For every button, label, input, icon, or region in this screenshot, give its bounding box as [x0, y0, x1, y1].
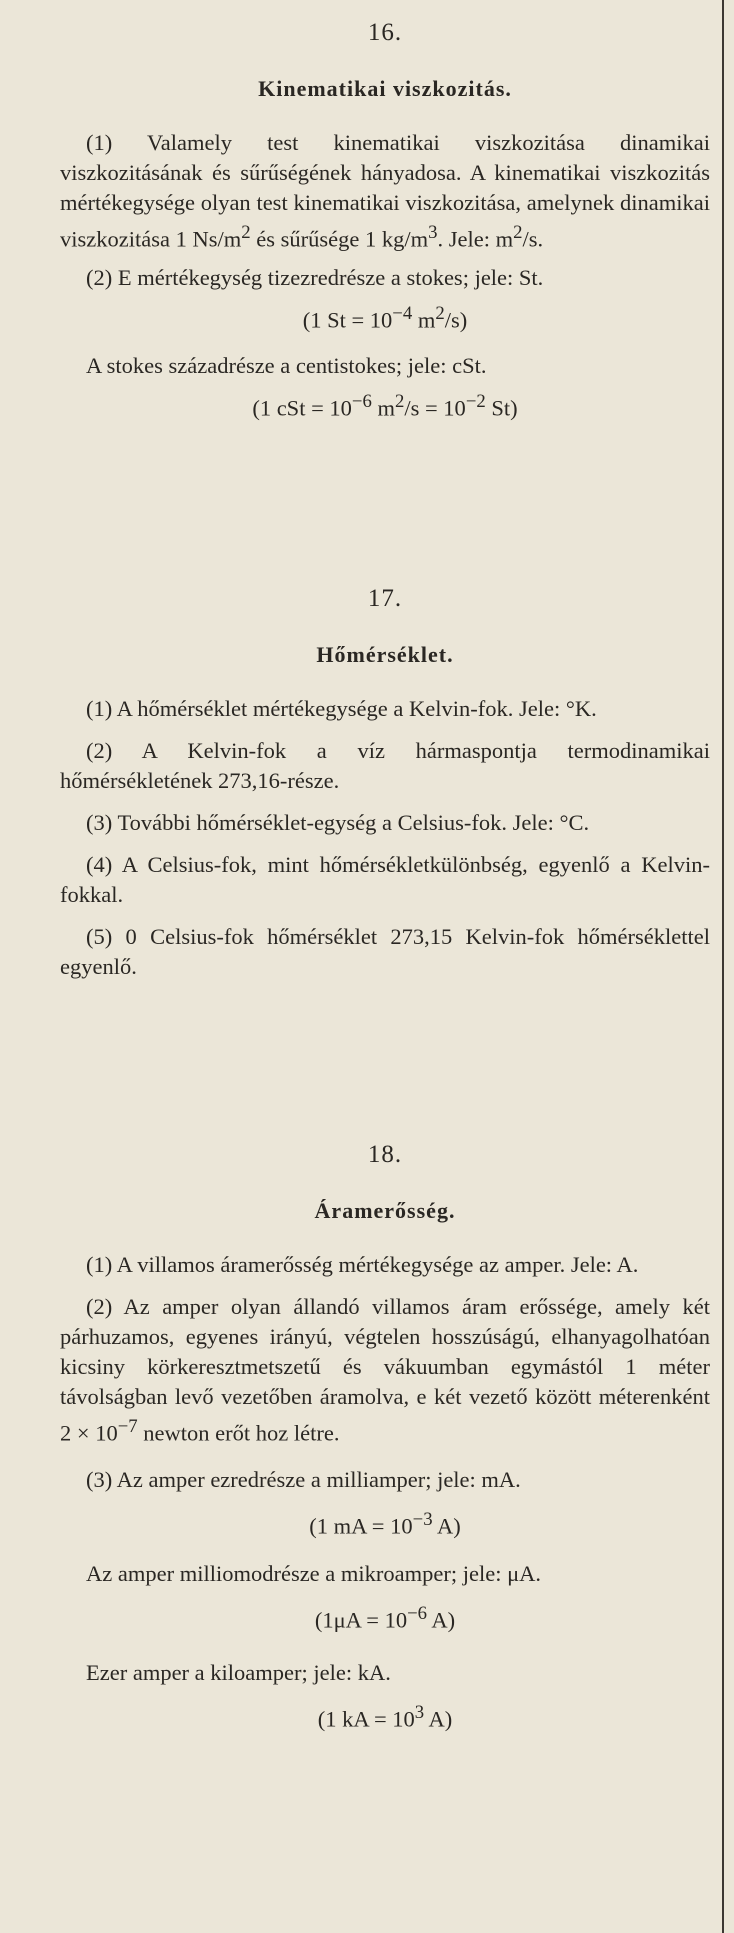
paragraph-2: (2) E mértékegység tizezredrésze a stokes; jele: St.: [86, 264, 544, 290]
formula-stokes: (1 $St = 10^{-4}$ $m^2/s$): [302, 302, 468, 332]
paragraph-1: (1) A hőmérséklet mértékegysége a Kelvin-fok. Jele: °K.: [86, 696, 597, 721]
section-title: Áramerősség.: [314, 1198, 456, 1223]
paragraph-3: (3) Az amper ezredrésze a milliamper; jele: mA.: [86, 1466, 521, 1492]
paragraph-3: A stokes századrésze a centistokes; jele: cSt.: [86, 353, 487, 378]
paragraph-5: (5) 0 Celsius-fok hőmérséklet 273,15 Kelvin-fok hőmérséklettel egyenlő.: [60, 924, 710, 979]
paragraph-4: (4) A Celsius-fok, mint hőmérsékletkülönbség, egyenlő a Kelvin-fokkal.: [60, 852, 710, 907]
section-title: Hőmérséklet.: [316, 642, 454, 667]
paragraph-5: Ezer amper a kiloamper; jele: kA.: [86, 1659, 391, 1685]
section-number: 18.: [367, 1141, 403, 1168]
formula-milliamper: (1 mA = $10^{-3}$ A): [309, 1508, 461, 1538]
formula-centistokes: (1 cSt = $10^{-6}$ $m^2/s = 10^{-2}$ St): [252, 391, 518, 421]
paragraph-1: (1) Valamely test kinematikai viszkozitása dinamikai viszkozitásának és sűrűségének hányadosa. A kinematikai viszkozitás mértékegysége olyan test kinematikai viszkozitása, amelynek dinamikai viszkozitása 1 $Ns/m^2$ és sűrűsége 1 $kg/m^3$. Jele: $m^2/s$.: [60, 130, 710, 252]
section-number: 16.: [367, 19, 403, 46]
section-number: 17.: [367, 585, 403, 612]
paragraph-4: Az amper milliomodrésze a mikroamper; jele: μA.: [86, 1561, 542, 1586]
formula-kiloamper: (1 kA = $10^3$ A): [317, 1701, 453, 1731]
section-18: [60, 1136, 710, 1734]
formula-mikroamper: ($1\mu A = 10^{-6}$ A): [314, 1603, 456, 1633]
paragraph-2: (2) A Kelvin-fok a víz hármaspontja termodinamikai hőmérsékletének 273,16-része.: [60, 738, 710, 793]
section-17: [60, 580, 710, 982]
section-16: [60, 14, 710, 424]
paragraph-1: (1) A villamos áramerősség mértékegysége az amper. Jele: A.: [86, 1252, 639, 1277]
paragraph-2: (2) Az amper olyan állandó villamos áram erőssége, amely két párhuzamos, egyenes irányú, végtelen hosszúságú, elhanyagolhatóan kicsiny körkeresztmetszetű és vákuumban egymástól 1 méter távolságban levő vezetőben áramolva, e két vezető között méterenként $2 \times 10^{-7}$ newton erőt hoz létre.: [60, 1294, 710, 1446]
paragraph-3: (3) További hőmérséklet-egység a Celsius-fok. Jele: °C.: [86, 810, 590, 835]
section-title: Kinematikai viszkozitás.: [258, 76, 512, 101]
